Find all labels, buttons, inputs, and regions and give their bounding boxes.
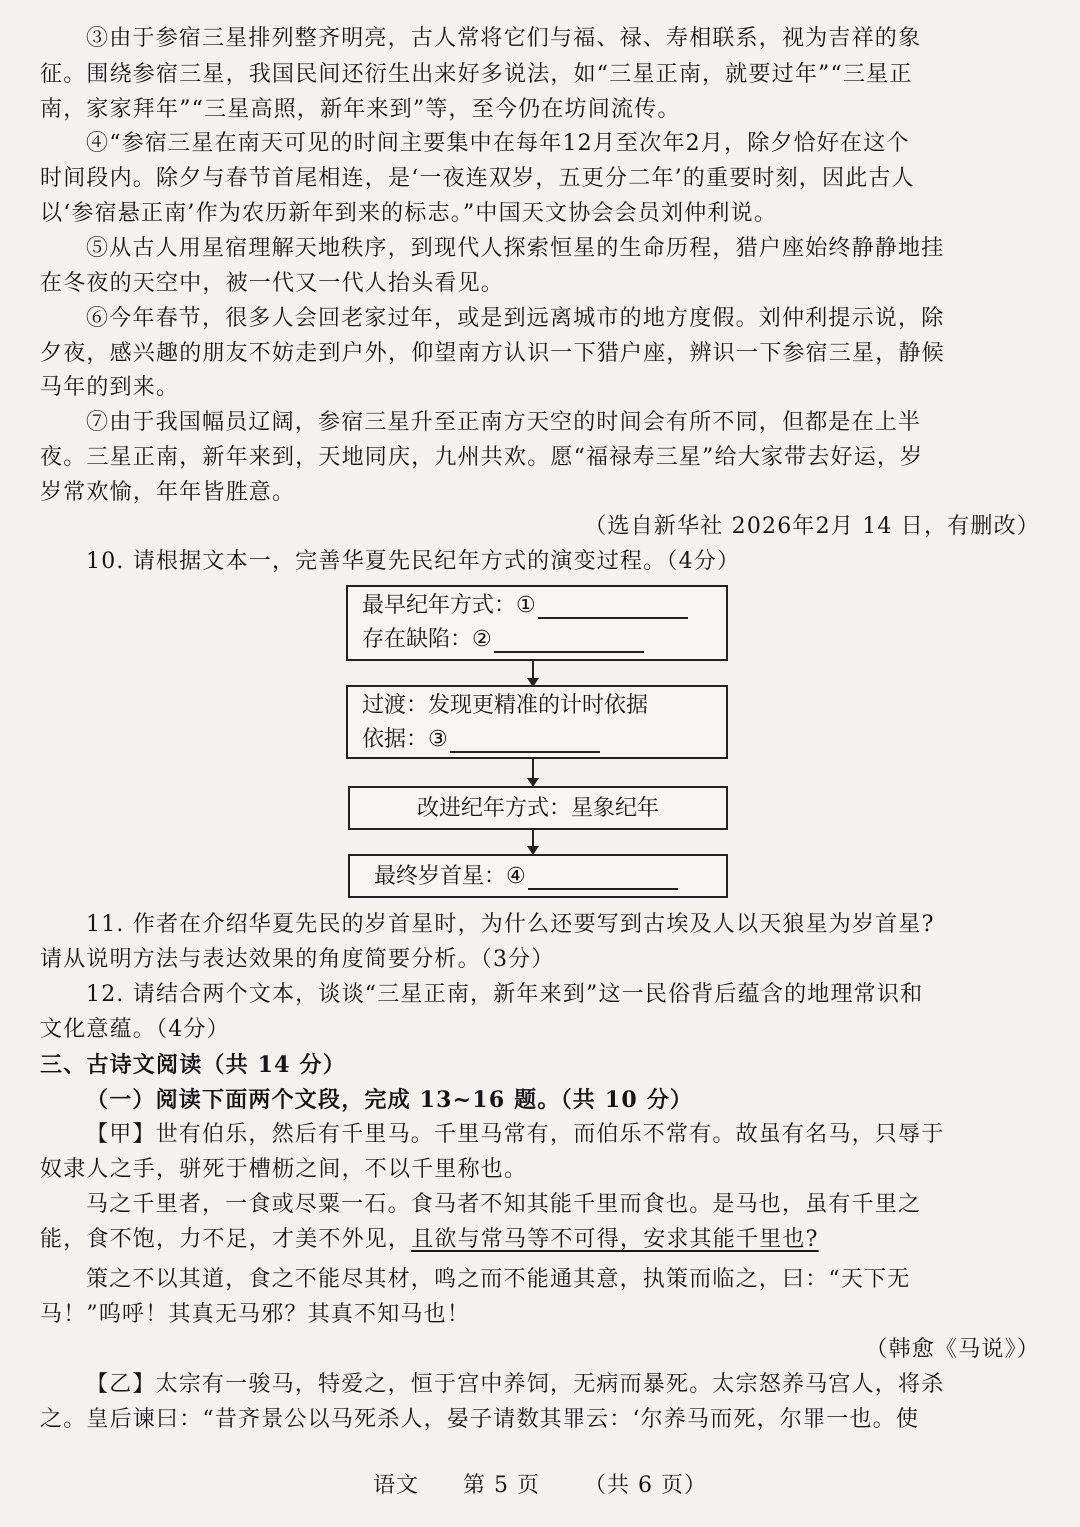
source-citation: （选自新华社 2026年2月 14 日，有删改） [584,514,1040,539]
answer-blank-3[interactable] [450,727,600,753]
paragraph-4-line-3: 以‘参宿悬正南’作为农历新年到来的标志。”中国天文协会会员刘仲利说。 [40,201,778,226]
flow-label-basis: 依据：③ [362,727,448,752]
paragraph-7-line-3: 岁常欢愉，年年皆胜意。 [40,480,296,505]
passage-yi-line-1: 【乙】太宗有一骏马，特爱之，恒于宫中养饲，无病而暴死。太宗怒养马宫人，将杀 [86,1372,945,1397]
flow-arrow-3 [532,830,534,847]
paragraph-4-line-1: ④“参宿三星在南天可见的时间主要集中在每年12月至次年2月，除夕恰好在这个 [86,131,910,156]
passage-jia-p2-line-2 [40,1223,1040,1257]
answer-blank-4[interactable] [528,864,678,890]
footer-page-number: 第 5 页 [463,1473,540,1498]
page-footer [0,1468,1080,1499]
flow-arrow-1 [532,661,534,679]
passage-jia-p3-line-2: 马！”呜呼！其真无马邪？其真不知马也！ [40,1302,471,1327]
flow-label-transition: 过渡：发现更精准的计时依据 [362,693,649,718]
paragraph-7-line-2: 夜。三星正南，新年来到，天地同庆，九州共欢。愿“福禄寿三星”给大家带去好运，岁 [40,445,924,470]
paragraph-5-line-1: ⑤从古人用星宿理解天地秩序，到现代人探索恒星的生命历程，猎户座始终静静地挂 [86,236,945,261]
paragraph-3-line-1: ③由于参宿三星排列整齐明亮，古人常将它们与福、禄、寿相联系，视为吉祥的象 [86,26,922,51]
paragraph-3-line-3: 南，家家拜年”“三星高照，新年来到”等，至今仍在坊间流传。 [40,97,681,122]
paragraph-4-line-2: 时间段内。除夕与春节首尾相连，是‘一夜连双岁，五更分二年’的重要时刻，因此古人 [40,166,915,191]
answer-blank-1[interactable] [538,593,688,619]
paragraph-5-line-2: 在冬夜的天空中，被一代又一代人抬头看见。 [40,271,505,296]
passage-jia-p2-plain: 能，食不饱，力不足，才美不外见， [40,1227,412,1252]
flow-box-transition [346,685,728,759]
passage-jia-source: （韩愈《马说》） [865,1337,1040,1362]
flow-box-earliest-line-2 [362,623,712,657]
section-3-heading: 三、古诗文阅读（共 14 分） [40,1052,346,1078]
question-12-line-1: 12. 请结合两个文本，谈谈“三星正南，新年来到”这一民俗背后蕴含的地理常识和 [86,982,924,1007]
question-11-line-2: 请从说明方法与表达效果的角度简要分析。（3分） [40,947,555,972]
flow-box-transition-line-2 [362,723,712,757]
footer-subject: 语文 [373,1473,420,1498]
paragraph-7-line-1: ⑦由于我国幅员辽阔，参宿三星升至正南方天空的时间会有所不同，但都是在上半 [86,410,922,435]
passage-yi-line-2: 之。皇后谏曰：“昔齐景公以马死杀人，晏子请数其罪云：‘尔养马而死，尔罪一也。使 [40,1407,920,1432]
question-10: 10. 请根据文本一，完善华夏先民纪年方式的演变过程。（4分） [86,549,741,574]
footer-total-pages: （共 6 页） [584,1473,707,1498]
paragraph-3-line-2: 征。围绕参宿三星，我国民间还衍生出来好多说法，如“三星正南，就要过年”“三星正 [40,62,913,87]
answer-blank-2[interactable] [494,627,644,653]
flow-label-improved: 改进纪年方式：星象纪年 [416,796,659,821]
passage-jia-p2-line-1: 马之千里者，一食或尽粟一石。食马者不知其能千里而食也。是马也，虽有千里之 [86,1192,922,1217]
flow-label-final-star: 最终岁首星：④ [374,864,526,889]
paragraph-6-line-3: 马年的到来。 [40,375,180,400]
flow-box-final [348,854,728,898]
passage-jia-p3-line-1: 策之不以其道，食之不能尽其材，鸣之而不能通其意，执策而临之，曰：“天下无 [86,1267,911,1292]
passage-jia-line-2: 奴隶人之手，骈死于槽枥之间，不以千里称也。 [40,1157,528,1182]
flow-label-defect: 存在缺陷：② [362,627,492,652]
paragraph-6-line-2: 夕夜，感兴趣的朋友不妨走到户外，仰望南方认识一下猎户座，辨识一下参宿三星，静候 [40,341,945,366]
underlined-sentence: 且欲与常马等不可得，安求其能千里也? [411,1227,819,1252]
flow-label-earliest-method: 最早纪年方式：① [362,593,536,618]
flow-box-earliest-line-1 [362,589,712,623]
flow-box-earliest [346,585,728,661]
passage-jia-line-1: 【甲】世有伯乐，然后有千里马。千里马常有，而伯乐不常有。故虽有名马，只辱于 [86,1122,945,1147]
paragraph-6-line-1: ⑥今年春节，很多人会回老家过年，或是到远离城市的地方度假。刘仲利提示说，除 [86,306,945,331]
section-3-subheading: （一）阅读下面两个文段，完成 13~16 题。（共 10 分） [86,1087,694,1113]
flow-arrow-2 [532,759,534,779]
flow-box-improved [348,786,728,830]
question-11-line-1: 11. 作者在介绍华夏先民的岁首星时，为什么还要写到古埃及人以天狼星为岁首星? [86,912,935,937]
question-12-line-2: 文化意蕴。（4分） [40,1017,230,1042]
